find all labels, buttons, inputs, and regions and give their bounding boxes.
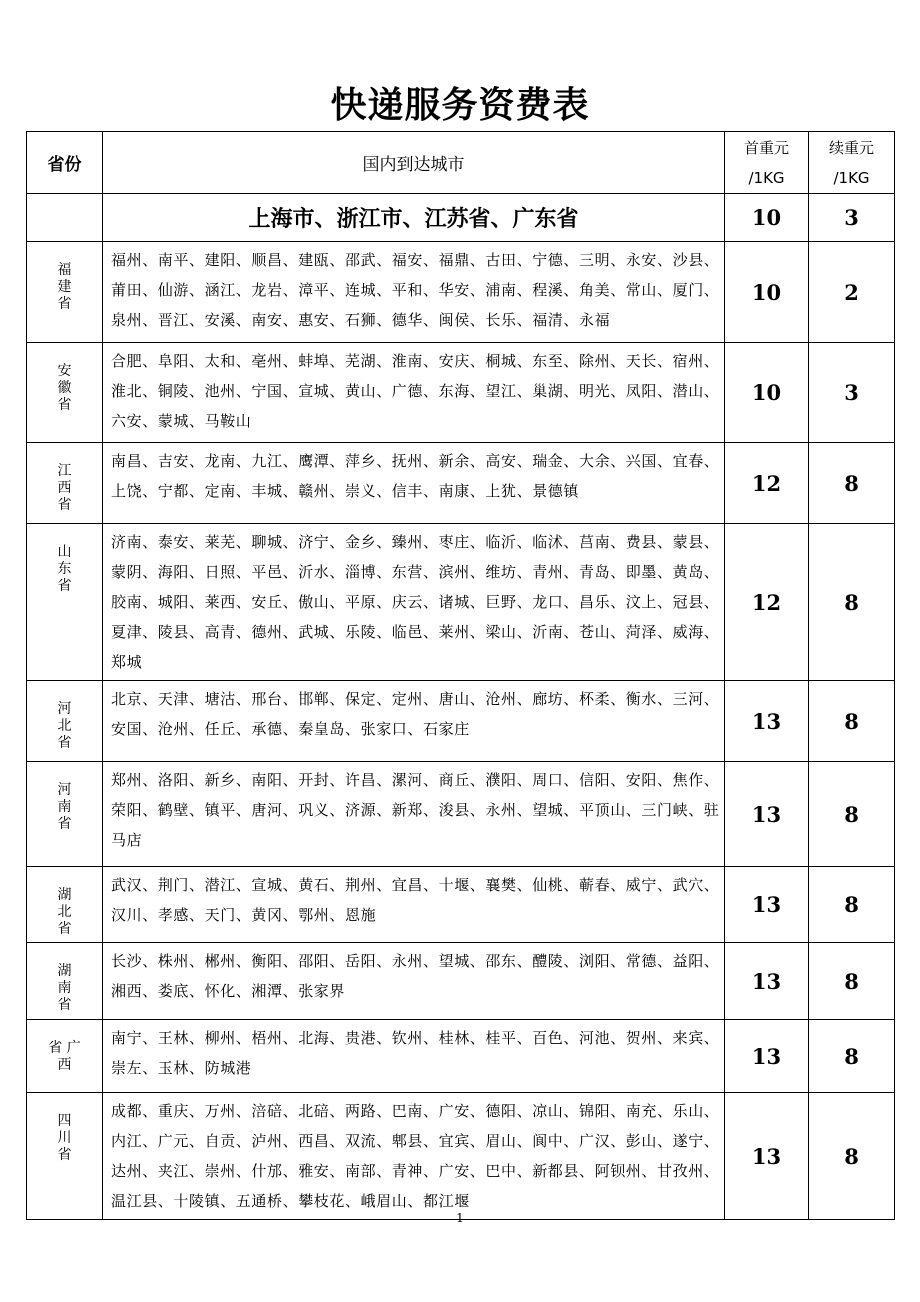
first-weight-fee: 10: [725, 242, 809, 343]
extra-weight-fee: 8: [809, 524, 895, 681]
main-region-cities: 上海市、浙江市、江苏省、广东省: [103, 194, 725, 242]
extra-weight-fee: 3: [809, 343, 895, 443]
province-name: [27, 443, 103, 524]
cities-list: 长沙、株州、郴州、衡阳、邵阳、岳阳、永州、望城、邵东、醴陵、浏阳、常德、益阳、湘西、娄底、怀化、湘潭、张家界: [103, 943, 725, 1020]
rate-table: [26, 131, 895, 1220]
header-extra-weight-line1: 续重元: [828, 138, 874, 157]
province-char: 省: [57, 997, 72, 1013]
province-char: 省: [57, 816, 72, 832]
extra-weight-fee: 8: [809, 1093, 895, 1220]
header-row: [27, 132, 895, 194]
province-char: 省: [57, 735, 72, 751]
province-char: 省: [57, 921, 72, 937]
header-extra-weight: [809, 132, 895, 194]
header-first-weight-line2: /1KG: [748, 168, 785, 187]
province-name: [27, 943, 103, 1020]
province-row: [27, 1020, 895, 1093]
province-char: 南: [57, 799, 72, 815]
province-char: 建: [57, 279, 72, 295]
extra-weight-fee: 8: [809, 443, 895, 524]
header-first-weight: [725, 132, 809, 194]
province-row: [27, 524, 895, 681]
province-char: 山: [57, 544, 72, 560]
province-char: 湖: [57, 887, 72, 903]
province-char: 福: [57, 262, 72, 278]
province-char: 省: [57, 578, 72, 594]
province-char: 河: [57, 782, 72, 798]
page-number: 1: [456, 1211, 464, 1225]
province-char: 西: [57, 1057, 72, 1073]
extra-weight-fee: 8: [809, 681, 895, 762]
province-name: [27, 1020, 103, 1093]
extra-weight-fee: 8: [809, 762, 895, 867]
cities-list: 济南、泰安、莱芜、聊城、济宁、金乡、臻州、枣庄、临沂、临沭、莒南、费县、蒙县、蒙阴、海阳、日照、平邑、沂水、淄博、东营、滨州、维坊、青州、青岛、即墨、黄岛、胶南、城阳、莱西、安丘、傲山、平原、庆云、诸城、巨野、龙口、昌乐、汶上、冠县、夏津、陵县、高青、德州、武城、乐陵、临邑、莱州、梁山、沂南、苍山、菏泽、威海、郑城: [103, 524, 725, 681]
province-row: [27, 681, 895, 762]
province-row: [27, 443, 895, 524]
header-cities: 国内到达城市: [103, 132, 725, 194]
extra-weight-fee: 2: [809, 242, 895, 343]
first-weight-fee: 13: [725, 1020, 809, 1093]
main-region-extra-fee: 3: [809, 194, 895, 242]
province-char: 江: [57, 463, 72, 479]
header-province: 省份: [27, 132, 103, 194]
extra-weight-fee: 8: [809, 867, 895, 943]
province-row: [27, 1093, 895, 1220]
cities-list: 合肥、阜阳、太和、亳州、蚌埠、芜湖、淮南、安庆、桐城、东至、除州、天长、宿州、淮北、铜陵、池州、宁国、宣城、黄山、广德、东海、望江、巢湖、明光、凤阳、潜山、六安、蒙城、马鞍山: [103, 343, 725, 443]
first-weight-fee: 13: [725, 681, 809, 762]
province-name: [27, 242, 103, 343]
header-extra-weight-line2: /1KG: [833, 168, 870, 187]
cities-list: 郑州、洛阳、新乡、南阳、开封、许昌、漯河、商丘、濮阳、周口、信阳、安阳、焦作、荣阳、鹤壁、镇平、唐河、巩义、济源、新郑、浚县、永州、望城、平顶山、三门峡、驻马店: [103, 762, 725, 867]
extra-weight-fee: 8: [809, 1020, 895, 1093]
province-char: 河: [57, 701, 72, 717]
province-char: 省: [57, 497, 72, 513]
province-char: 四: [57, 1113, 72, 1129]
province-char: 东: [57, 561, 72, 577]
cities-list: 北京、天津、塘沽、邢台、邯郸、保定、定州、唐山、沧州、廊坊、杯柔、衡水、三河、安国、沧州、任丘、承德、秦皇岛、张家口、石家庄: [103, 681, 725, 762]
first-weight-fee: 12: [725, 524, 809, 681]
province-char: 西: [57, 480, 72, 496]
province-row: [27, 242, 895, 343]
cities-list: 南宁、王林、柳州、梧州、北海、贵港、钦州、桂林、桂平、百色、河池、贺州、来宾、崇左、玉林、防城港: [103, 1020, 725, 1093]
province-char: 徽: [57, 380, 72, 396]
province-row: [27, 943, 895, 1020]
first-weight-fee: 13: [725, 867, 809, 943]
header-first-weight-line1: 首重元: [743, 138, 789, 157]
main-region-first-fee: 10: [725, 194, 809, 242]
cities-list: 福州、南平、建阳、顺昌、建瓯、邵武、福安、福鼎、古田、宁德、三明、永安、沙县、莆田、仙游、涵江、龙岩、漳平、连城、平和、华安、浦南、程溪、角美、常山、厦门、泉州、晋江、安溪、南安、惠安、石狮、德华、闽侯、长乐、福清、永福: [103, 242, 725, 343]
province-char: 省 广: [48, 1040, 81, 1056]
province-row: [27, 343, 895, 443]
cities-list: 武汉、荆门、潜江、宣城、黄石、荆州、宜昌、十堰、襄樊、仙桃、蕲春、威宁、武穴、汉川、孝感、天门、黄冈、鄂州、恩施: [103, 867, 725, 943]
province-name: [27, 524, 103, 681]
main-region-row: [27, 194, 895, 242]
province-char: 川: [57, 1130, 72, 1146]
province-char: 北: [57, 904, 72, 920]
province-char: 北: [57, 718, 72, 734]
province-char: 省: [57, 397, 72, 413]
first-weight-fee: 13: [725, 1093, 809, 1220]
main-region-province: [27, 194, 103, 242]
province-row: [27, 867, 895, 943]
province-char: 省: [57, 296, 72, 312]
province-char: 湖: [57, 963, 72, 979]
province-name: [27, 681, 103, 762]
first-weight-fee: 13: [725, 943, 809, 1020]
province-char: 省: [57, 1147, 72, 1163]
province-row: [27, 762, 895, 867]
page-title: 快递服务资费表: [330, 85, 590, 126]
province-char: 南: [57, 980, 72, 996]
province-name: [27, 1093, 103, 1220]
province-name: [27, 343, 103, 443]
province-name: [27, 762, 103, 867]
province-name: [27, 867, 103, 943]
cities-list: 南昌、吉安、龙南、九江、鹰潭、萍乡、抚州、新余、高安、瑞金、大余、兴国、宜春、上饶、宁都、定南、丰城、赣州、崇义、信丰、南康、上犹、景德镇: [103, 443, 725, 524]
province-char: 安: [57, 363, 72, 379]
cities-list: 成都、重庆、万州、涪碚、北碚、两路、巴南、广安、德阳、凉山、锦阳、南充、乐山、内江、广元、自贡、泸州、西昌、双流、郫县、宜宾、眉山、阆中、广汉、彭山、遂宁、达州、夹江、崇州、什邡、雅安、南部、青神、广安、巴中、新都县、阿钡州、甘孜州、温江县、十陵镇、五通桥、攀枝花、峨眉山、都江堰: [103, 1093, 725, 1220]
first-weight-fee: 13: [725, 762, 809, 867]
extra-weight-fee: 8: [809, 943, 895, 1020]
first-weight-fee: 12: [725, 443, 809, 524]
first-weight-fee: 10: [725, 343, 809, 443]
